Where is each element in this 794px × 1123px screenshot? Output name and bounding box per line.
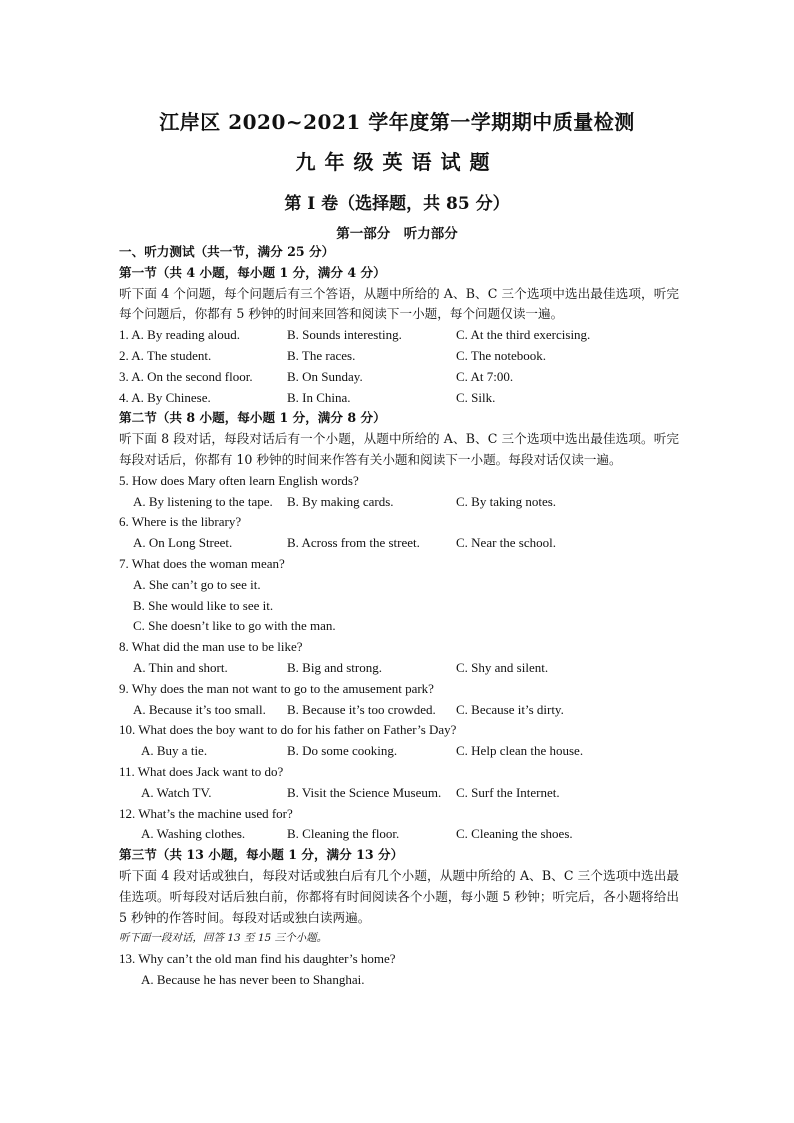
- option-a: A. On Long Street.: [133, 535, 233, 551]
- option-b: B. Do some cooking.: [287, 743, 398, 759]
- question-3: [119, 367, 679, 388]
- section3-instruction: 听下面 4 段对话或独白，每段对话或独白后有几个小题，从题中所给的 A、B、C 三个选项中选出最佳选项。听每段对话后独白前，你都将有时间阅读各个小题，每小题 5 秒钟；听完后，各小题将给出 5 秒钟的作答时间。每段对话或独白读两遍。: [119, 867, 679, 925]
- option-a: 4. A. By Chinese.: [119, 389, 211, 405]
- option-a: A. Watch TV.: [141, 784, 212, 800]
- option-c: C. Silk.: [456, 389, 496, 405]
- volume-heading: 第 I 卷（选择题，共 85 分）: [284, 194, 510, 214]
- exam-subtitle: 九年级英语试题: [295, 150, 499, 174]
- option-b: B. Big and strong.: [287, 659, 382, 675]
- question-8-stem: 8. What did the man use to be like?: [119, 639, 303, 655]
- option-c: C. The notebook.: [456, 347, 547, 363]
- exam-content: [119, 242, 679, 991]
- option-b: B. Cleaning the floor.: [287, 826, 400, 842]
- option-a: 2. A. The student.: [119, 347, 212, 363]
- option-a: 1. A. By reading aloud.: [119, 327, 240, 343]
- question-10-stem: 10. What does the boy want to do for his father on Father’s Day?: [119, 722, 457, 738]
- section1-heading: 第一节（共 4 小题，每小题 1 分，满分 4 分）: [119, 264, 386, 280]
- option-b: B. By making cards.: [287, 493, 394, 509]
- option-a: A. She can’t go to see it.: [133, 576, 261, 592]
- question-9-stem: 9. Why does the man not want to go to the amusement park?: [119, 680, 434, 696]
- option-b: B. In China.: [287, 389, 351, 405]
- option-b: B. On Sunday.: [287, 368, 363, 384]
- option-c: C. Because it’s dirty.: [456, 701, 564, 717]
- question-11-options: [119, 783, 679, 804]
- option-a: A. Because it’s too small.: [133, 701, 266, 717]
- question-6-stem: 6. Where is the library?: [119, 514, 242, 530]
- option-c: C. Help clean the house.: [456, 743, 584, 759]
- option-a: A. Because he has never been to Shanghai.: [141, 971, 365, 987]
- option-a: A. Buy a tie.: [141, 743, 208, 759]
- option-b: B. She would like to see it.: [133, 597, 274, 613]
- question-9-options: [119, 700, 679, 721]
- option-c: C. Cleaning the shoes.: [456, 826, 573, 842]
- part-heading: 第一部分 听力部分: [336, 226, 458, 242]
- option-a: A. Thin and short.: [133, 659, 228, 675]
- option-b: B. Sounds interesting.: [287, 327, 402, 343]
- question-1: [119, 325, 679, 346]
- question-10-options: [119, 741, 679, 762]
- section1-instruction: 听下面 4 个问题，每个问题后有三个答语，从题中所给的 A、B、C 三个选项中选出最佳选项，听完每个问题后，你都有 5 秒钟的时间来回答和阅读下一小题，每个问题仅读一遍。: [119, 285, 679, 322]
- option-b: B. Because it’s too crowded.: [287, 701, 436, 717]
- question-4: [119, 388, 679, 409]
- exam-title: 江岸区 2020~2021 学年度第一学期期中质量检测: [159, 110, 635, 134]
- question-12-options: [119, 824, 679, 845]
- option-c: C. Surf the Internet.: [456, 784, 560, 800]
- option-c: C. She doesn’t like to go with the man.: [133, 618, 336, 634]
- section3-note: 听下面一段对话，回答 13 至 15 三个小题。: [119, 932, 328, 945]
- section2-heading: 第二节（共 8 小题，每小题 1 分，满分 8 分）: [119, 410, 386, 426]
- option-a: A. By listening to the tape.: [133, 493, 273, 509]
- option-b: B. The races.: [287, 347, 356, 363]
- option-b: B. Visit the Science Museum.: [287, 784, 442, 800]
- section-main-heading: 一、听力测试（共一节，满分 25 分）: [119, 244, 335, 259]
- question-5-stem: 5. How does Mary often learn English words?: [119, 472, 359, 488]
- question-5-options: [119, 492, 679, 513]
- option-a: A. Washing clothes.: [141, 826, 246, 842]
- question-13-stem: 13. Why can’t the old man find his daughter’s home?: [119, 951, 396, 967]
- question-6-options: [119, 533, 679, 554]
- section2-instruction: 听下面 8 段对话，每段对话后有一个小题，从题中所给的 A、B、C 三个选项中选出最佳选项。听完每段对话后，你都有 10 秒钟的时间来作答有关小题和阅读下一小题。每段对话仅读一遍。: [119, 431, 679, 467]
- option-c: C. By taking notes.: [456, 493, 557, 509]
- option-a: 3. A. On the second floor.: [119, 368, 253, 384]
- question-7-stem: 7. What does the woman mean?: [119, 555, 285, 571]
- option-c: C. Shy and silent.: [456, 659, 549, 675]
- question-11-stem: 11. What does Jack want to do?: [119, 763, 284, 779]
- question-2: [119, 346, 679, 367]
- question-8-options: [119, 658, 679, 679]
- option-c: C. Near the school.: [456, 535, 557, 551]
- question-12-stem: 12. What’s the machine used for?: [119, 805, 293, 821]
- section3-heading: 第三节（共 13 小题，每小题 1 分，满分 13 分）: [119, 847, 404, 863]
- option-c: C. At 7:00.: [456, 368, 514, 384]
- option-b: B. Across from the street.: [287, 535, 420, 551]
- option-c: C. At the third exercising.: [456, 327, 591, 343]
